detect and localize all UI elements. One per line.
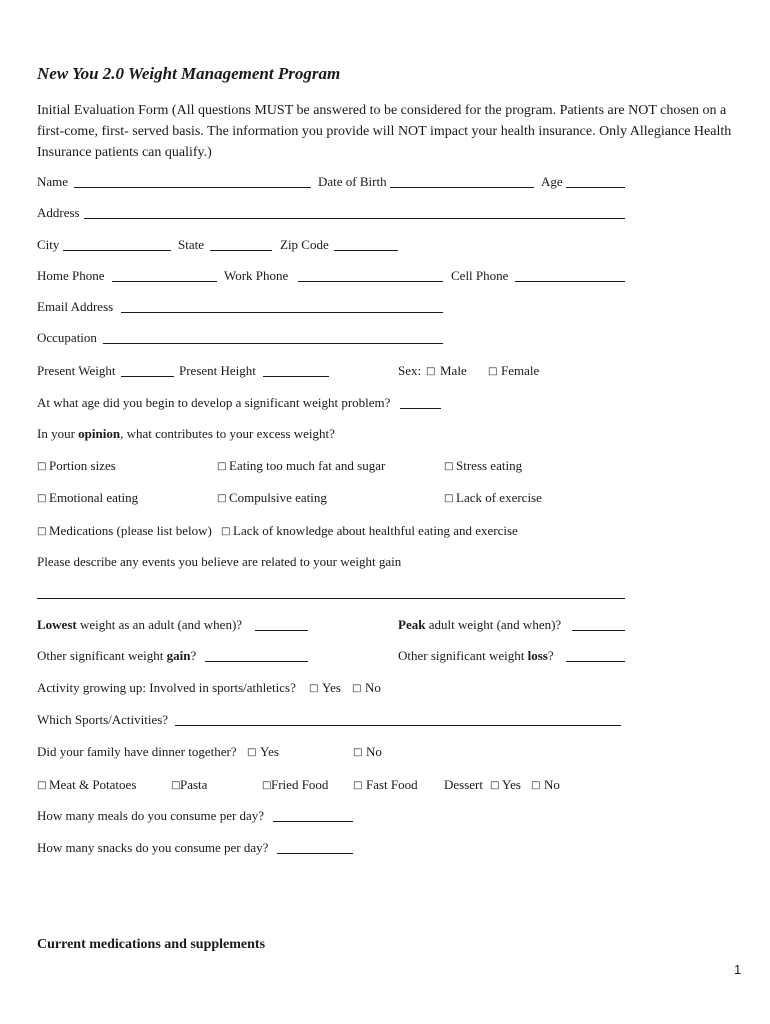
portion-label: Portion sizes — [49, 458, 116, 473]
city-label: City — [37, 237, 60, 252]
meals-question: How many meals do you consume per day? — [37, 808, 265, 823]
other-loss-question: Other significant weight loss? — [398, 648, 554, 663]
meat-label: Meat & Potatoes — [49, 777, 137, 792]
sex-label: Sex: — [398, 363, 422, 378]
meat-checkbox[interactable]: □ — [37, 780, 47, 791]
state-field[interactable] — [210, 250, 272, 251]
work-phone-label: Work Phone — [224, 268, 289, 283]
stress-label: Stress eating — [456, 458, 523, 473]
emotional-label: Emotional eating — [49, 490, 139, 505]
stress-checkbox[interactable]: □ — [444, 461, 454, 472]
fried-label: Fried Food — [271, 777, 329, 792]
dessert-no-label: No — [544, 777, 560, 792]
male-label: Male — [440, 363, 467, 378]
form-intro: Initial Evaluation Form (All questions MUST be answered to be considered for the program. Patients are NOT chosen on a first-come, first- served basis. The information you provide will NOT impact your health insurance. Only Allegiance Health Insurance patients can qualify.) — [37, 103, 732, 160]
fast-food-checkbox[interactable]: □ — [353, 780, 363, 791]
dinner-no-checkbox[interactable]: □ — [353, 747, 363, 758]
events-field[interactable] — [37, 598, 625, 599]
portion-checkbox[interactable]: □ — [37, 461, 47, 472]
zip-label: Zip Code — [280, 237, 329, 252]
weight-problem-age-question: At what age did you begin to develop a significant weight problem? — [37, 395, 391, 410]
pasta-checkbox[interactable]: □ — [171, 780, 181, 791]
lowest-weight-field[interactable] — [255, 630, 308, 631]
home-phone-field[interactable] — [112, 281, 217, 282]
dinner-no-label: No — [366, 744, 382, 759]
fat-sugar-checkbox[interactable]: □ — [217, 461, 227, 472]
cell-phone-label: Cell Phone — [451, 268, 509, 283]
present-height-label: Present Height — [179, 363, 256, 378]
dinner-yes-label: Yes — [260, 744, 279, 759]
peak-weight-field[interactable] — [572, 630, 625, 631]
medications-section-title: Current medications and supplements — [37, 937, 266, 952]
events-question: Please describe any events you believe are related to your weight gain — [37, 554, 402, 569]
dessert-yes-checkbox[interactable]: □ — [490, 780, 500, 791]
activity-no-checkbox[interactable]: □ — [352, 683, 362, 694]
cell-phone-field[interactable] — [515, 281, 625, 282]
name-label: Name — [37, 174, 69, 189]
snacks-question: How many snacks do you consume per day? — [37, 840, 269, 855]
present-weight-label: Present Weight — [37, 363, 116, 378]
fast-food-label: Fast Food — [366, 777, 418, 792]
city-field[interactable] — [63, 250, 171, 251]
age-field[interactable] — [566, 187, 625, 188]
medications-checkbox[interactable]: □ — [37, 526, 47, 537]
other-loss-field[interactable] — [566, 661, 625, 662]
family-dinner-question: Did your family have dinner together? — [37, 744, 237, 759]
dessert-no-checkbox[interactable]: □ — [531, 780, 541, 791]
dob-field[interactable] — [390, 187, 534, 188]
exercise-label: Lack of exercise — [456, 490, 542, 505]
email-label: Email Address — [37, 299, 114, 314]
sports-field[interactable] — [175, 725, 621, 726]
dinner-yes-checkbox[interactable]: □ — [247, 747, 257, 758]
activity-question: Activity growing up: Involved in sports/athletics? — [37, 680, 296, 695]
snacks-field[interactable] — [277, 853, 353, 854]
compulsive-label: Compulsive eating — [229, 490, 327, 505]
medications-label: Medications (please list below) — [49, 523, 212, 538]
dessert-label: Dessert — [444, 777, 483, 792]
fried-checkbox[interactable]: □ — [262, 780, 272, 791]
present-height-field[interactable] — [263, 376, 329, 377]
email-field[interactable] — [121, 312, 443, 313]
pasta-label: Pasta — [180, 777, 208, 792]
activity-yes-checkbox[interactable]: □ — [309, 683, 319, 694]
other-gain-question: Other significant weight gain? — [37, 648, 197, 663]
address-label: Address — [37, 205, 80, 220]
male-checkbox[interactable]: □ — [426, 366, 436, 377]
present-weight-field[interactable] — [121, 376, 174, 377]
age-label: Age — [541, 174, 563, 189]
activity-yes-label: Yes — [322, 680, 341, 695]
opinion-question: In your opinion, what contributes to your excess weight? — [37, 426, 335, 441]
form-title: New You 2.0 Weight Management Program — [37, 64, 341, 83]
fat-sugar-label: Eating too much fat and sugar — [229, 458, 386, 473]
lowest-weight-question: Lowest weight as an adult (and when)? — [37, 617, 243, 632]
occupation-label: Occupation — [37, 330, 97, 345]
zip-field[interactable] — [334, 250, 398, 251]
peak-weight-question: Peak adult weight (and when)? — [398, 617, 562, 632]
knowledge-label: Lack of knowledge about healthful eating and exercise — [233, 523, 518, 538]
home-phone-label: Home Phone — [37, 268, 105, 283]
other-gain-field[interactable] — [205, 661, 308, 662]
dessert-yes-label: Yes — [502, 777, 521, 792]
sports-question: Which Sports/Activities? — [37, 712, 169, 727]
address-field[interactable] — [84, 218, 625, 219]
state-label: State — [178, 237, 204, 252]
occupation-field[interactable] — [103, 343, 443, 344]
female-label: Female — [501, 363, 540, 378]
name-field[interactable] — [74, 187, 311, 188]
page-number: 1 — [734, 962, 742, 977]
dob-label: Date of Birth — [318, 174, 387, 189]
work-phone-field[interactable] — [298, 281, 443, 282]
activity-no-label: No — [365, 680, 381, 695]
emotional-checkbox[interactable]: □ — [37, 493, 47, 504]
weight-problem-age-field[interactable] — [400, 408, 441, 409]
female-checkbox[interactable]: □ — [488, 366, 498, 377]
meals-field[interactable] — [273, 821, 353, 822]
compulsive-checkbox[interactable]: □ — [217, 493, 227, 504]
knowledge-checkbox[interactable]: □ — [221, 526, 231, 537]
exercise-checkbox[interactable]: □ — [444, 493, 454, 504]
